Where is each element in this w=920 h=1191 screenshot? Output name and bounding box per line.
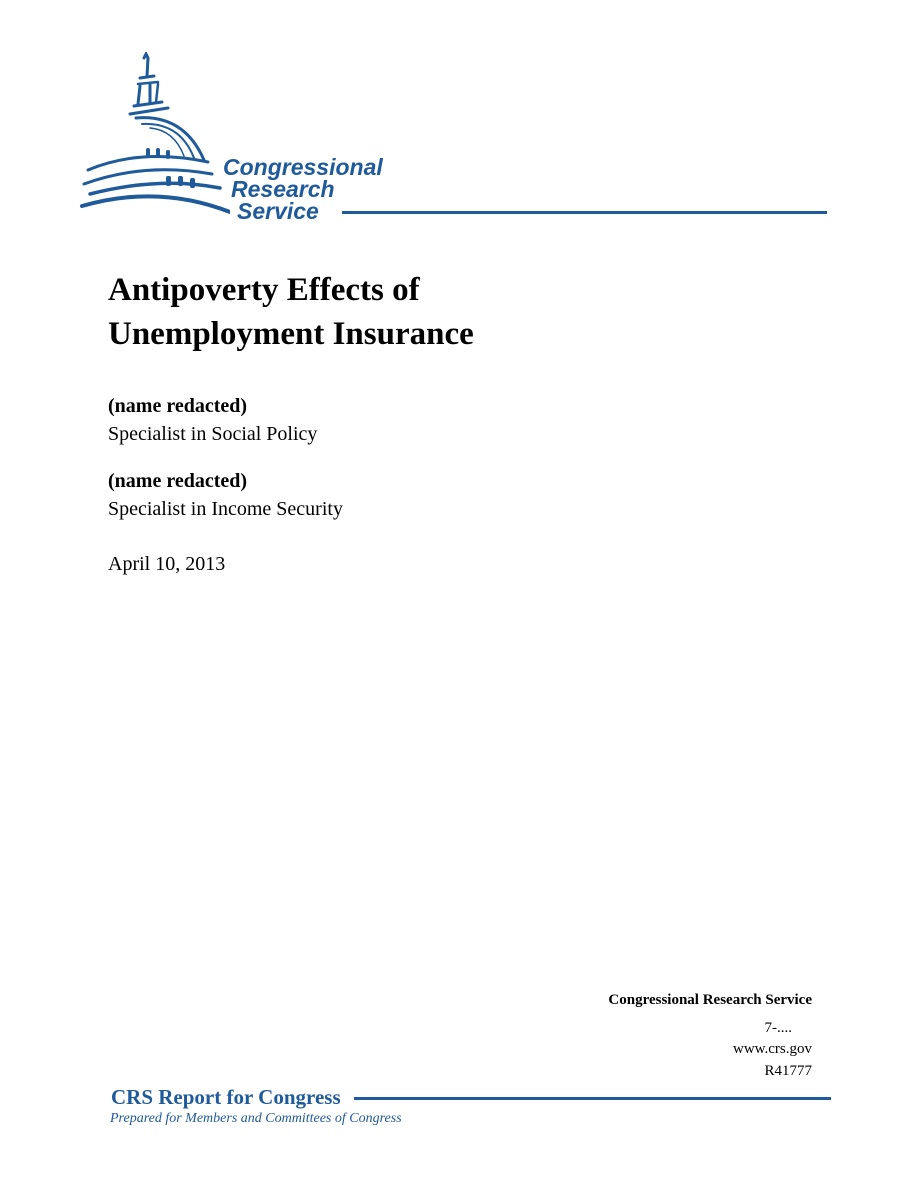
contact-code: 7-.... [764,1020,792,1036]
crs-logo [80,52,830,227]
footer-title: CRS Report for Congress [111,1085,341,1109]
organization-name: Congressional Research Service [608,992,812,1008]
author-name-1: (name redacted) [108,395,248,417]
logo-divider [342,211,827,214]
website-link[interactable]: www.crs.gov [732,1041,812,1057]
title-line-1: Antipoverty Effects of [108,272,420,308]
logo-line-1: Congressional [223,154,383,180]
logo-line-3: Service [237,198,319,224]
capitol-dome-icon [80,52,230,222]
author-name-2: (name redacted) [108,470,248,492]
author-title-1: Specialist in Social Policy [108,423,318,445]
title-line-2: Unemployment Insurance [108,316,474,352]
report-number: R41777 [764,1063,812,1079]
author-title-2: Specialist in Income Security [108,498,343,520]
footer-subtitle: Prepared for Members and Committees of Congress [110,1111,402,1126]
document-title [108,268,808,356]
footer-divider [354,1097,831,1100]
publication-date: April 10, 2013 [108,553,226,575]
logo-line-2: Research [231,176,335,202]
